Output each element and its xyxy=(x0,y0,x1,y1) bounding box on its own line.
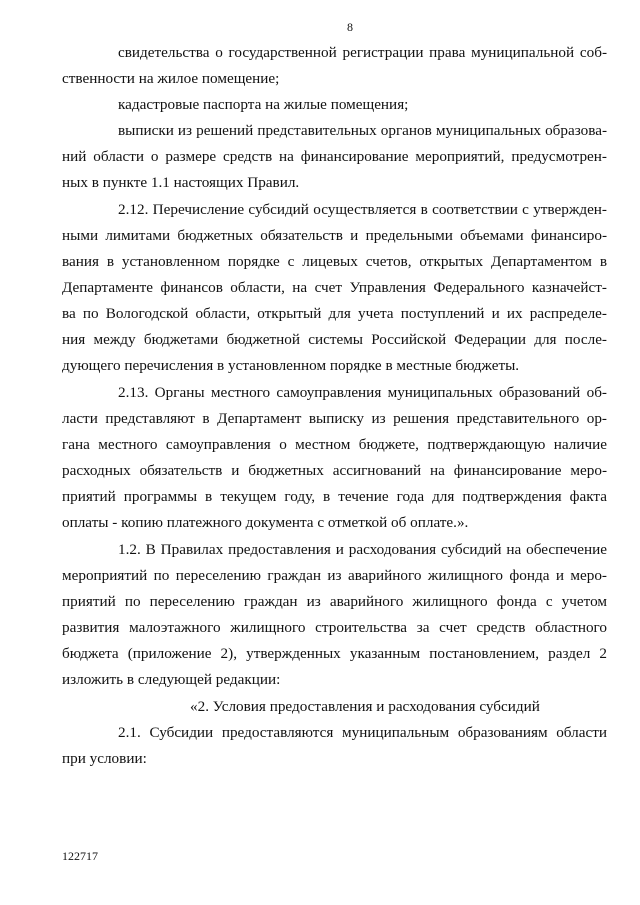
document-code: 122717 xyxy=(62,849,98,863)
page-number: 8 xyxy=(347,20,353,34)
text-line: развития малоэтажного жилищного строительства за счет средств областного xyxy=(62,619,607,636)
section-heading: «2. Условия предоставления и расходования субсидий xyxy=(190,698,540,715)
text-line: изложить в следующей редакции: xyxy=(62,671,281,688)
text-line: 2.13. Органы местного самоуправления муниципальных образований об- xyxy=(118,384,607,401)
text-line: 2.1. Субсидии предоставляются муниципальным образованиям области xyxy=(118,724,607,741)
text-line: приятий программы в текущем году, в течение года для подтверждения факта xyxy=(62,488,607,505)
text-line: ния между бюджетами бюджетной системы Российской Федерации для после- xyxy=(62,331,607,348)
text-line: 2.12. Перечисление субсидий осуществляется в соответствии с утвержден- xyxy=(118,201,607,218)
text-line: приятий по переселению граждан из аварийного жилищного фонда с учетом xyxy=(62,593,607,610)
text-line: кадастровые паспорта на жилые помещения; xyxy=(118,96,409,113)
text-line: ственности на жилое помещение; xyxy=(62,70,280,87)
text-line: ными лимитами бюджетных обязательств и предельными объемами финансиро- xyxy=(62,227,607,244)
text-line: дующего перечисления в установленном порядке в местные бюджеты. xyxy=(62,357,520,374)
text-line: ва по Вологодской области, открытый для учета поступлений и их распределе- xyxy=(62,305,607,322)
text-line: бюджета (приложение 2), утвержденных указанным постановлением, раздел 2 xyxy=(62,645,607,662)
text-line: оплаты - копию платежного документа с отметкой об оплате.». xyxy=(62,514,469,531)
text-line: ных в пункте 1.1 настоящих Правил. xyxy=(62,174,300,191)
text-line: расходных обязательств и бюджетных ассигнований на финансирование меро- xyxy=(62,462,607,479)
text-line: Департаменте финансов области, на счет Управления Федерального казначейст- xyxy=(62,279,607,296)
text-line: вания в установленном порядке с лицевых счетов, открытых Департаментом в xyxy=(62,253,607,270)
text-line: мероприятий по переселению граждан из аварийного жилищного фонда и меро- xyxy=(62,567,607,584)
text-line: 1.2. В Правилах предоставления и расходования субсидий на обеспечение xyxy=(118,541,607,558)
text-line: при условии: xyxy=(62,750,147,767)
text-line: ний области о размере средств на финансирование мероприятий, предусмотрен- xyxy=(62,148,607,165)
text-line: выписки из решений представительных органов муниципальных образова- xyxy=(118,122,607,139)
text-line: гана местного самоуправления о местном бюджете, подтверждающую наличие xyxy=(62,436,607,453)
text-line: свидетельства о государственной регистрации права муниципальной соб- xyxy=(118,44,607,61)
text-line: ласти представляют в Департамент выписку из решения представительного ор- xyxy=(62,410,607,427)
